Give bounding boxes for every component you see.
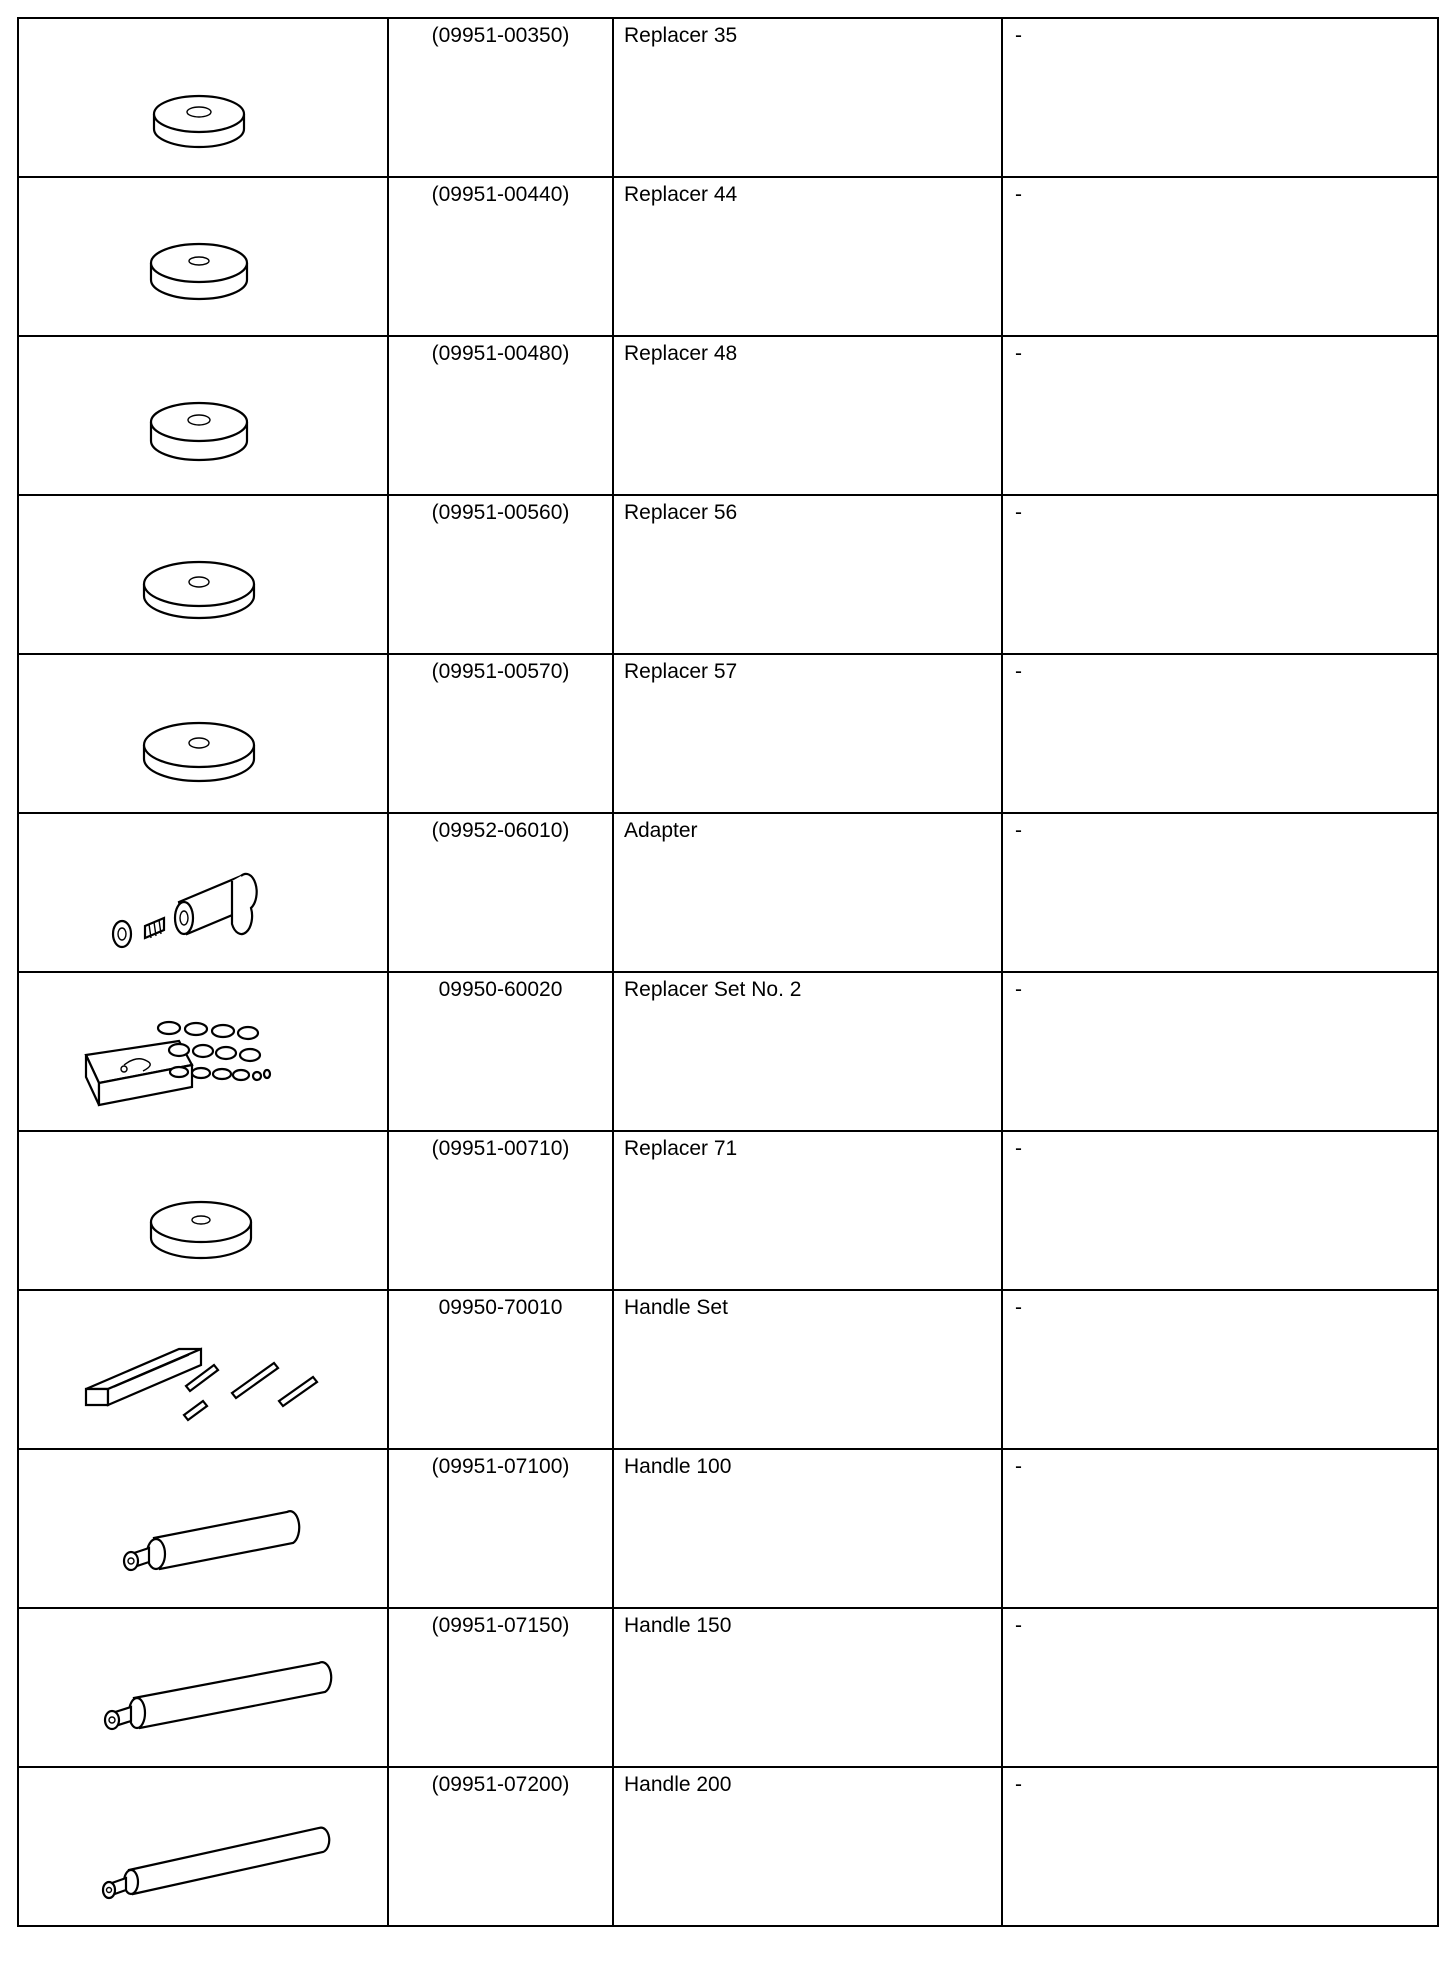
tool-image-cell: [18, 18, 388, 177]
tool-name: Handle 100: [613, 1449, 1002, 1608]
replacer-disc-icon: [19, 496, 387, 653]
tool-image-cell: [18, 972, 388, 1131]
tool-image-cell: [18, 336, 388, 495]
handle-icon: [19, 1768, 387, 1925]
replacer-disc-icon: [19, 655, 387, 812]
tool-name: Replacer 48: [613, 336, 1002, 495]
table-row: [18, 495, 1438, 654]
table-row: [18, 1449, 1438, 1608]
tool-remark: -: [1002, 1449, 1438, 1608]
replacer-disc-icon: [19, 19, 387, 176]
replacer-disc-icon: [19, 178, 387, 335]
tool-name: Handle 150: [613, 1608, 1002, 1767]
tool-remark: -: [1002, 654, 1438, 813]
tool-image-cell: [18, 495, 388, 654]
table-row: [18, 1608, 1438, 1767]
tool-name: Handle Set: [613, 1290, 1002, 1449]
tool-name: Handle 200: [613, 1767, 1002, 1926]
tool-remark: -: [1002, 1290, 1438, 1449]
handle-set-icon: [19, 1291, 387, 1448]
table-row: [18, 1767, 1438, 1926]
adapter-icon: [19, 814, 387, 971]
part-number: (09951-00570): [388, 654, 613, 813]
part-number: (09952-06010): [388, 813, 613, 972]
tool-image-cell: [18, 1767, 388, 1926]
tool-remark: -: [1002, 177, 1438, 336]
tool-image-cell: [18, 1131, 388, 1290]
tool-name: Adapter: [613, 813, 1002, 972]
tool-remark: -: [1002, 972, 1438, 1131]
tool-remark: -: [1002, 1608, 1438, 1767]
part-number: (09951-00560): [388, 495, 613, 654]
handle-icon: [19, 1609, 387, 1766]
tool-image-cell: [18, 1608, 388, 1767]
special-tools-table: [17, 17, 1439, 1927]
tool-name: Replacer 44: [613, 177, 1002, 336]
table-row: [18, 972, 1438, 1131]
tool-image-cell: [18, 813, 388, 972]
part-number: 09950-70010: [388, 1290, 613, 1449]
tool-image-cell: [18, 654, 388, 813]
part-number: (09951-07150): [388, 1608, 613, 1767]
replacer-disc-icon: [19, 337, 387, 494]
tool-remark: -: [1002, 18, 1438, 177]
table-row: [18, 654, 1438, 813]
tool-name: Replacer 71: [613, 1131, 1002, 1290]
part-number: 09950-60020: [388, 972, 613, 1131]
part-number: (09951-00440): [388, 177, 613, 336]
tool-name: Replacer 56: [613, 495, 1002, 654]
table-row: [18, 18, 1438, 177]
tool-remark: -: [1002, 495, 1438, 654]
table-row: [18, 336, 1438, 495]
table-row: [18, 177, 1438, 336]
tool-name: Replacer 35: [613, 18, 1002, 177]
part-number: (09951-00710): [388, 1131, 613, 1290]
handle-icon: [19, 1450, 387, 1607]
part-number: (09951-07200): [388, 1767, 613, 1926]
tool-remark: -: [1002, 1767, 1438, 1926]
part-number: (09951-07100): [388, 1449, 613, 1608]
table-row: [18, 1290, 1438, 1449]
tool-name: Replacer Set No. 2: [613, 972, 1002, 1131]
tool-image-cell: [18, 177, 388, 336]
tool-image-cell: [18, 1290, 388, 1449]
tool-image-cell: [18, 1449, 388, 1608]
replacer-set-icon: [19, 973, 387, 1130]
replacer-disc-icon: [19, 1132, 387, 1289]
part-number: (09951-00350): [388, 18, 613, 177]
tool-name: Replacer 57: [613, 654, 1002, 813]
tool-remark: -: [1002, 336, 1438, 495]
tool-remark: -: [1002, 813, 1438, 972]
table-row: [18, 1131, 1438, 1290]
part-number: (09951-00480): [388, 336, 613, 495]
table-row: [18, 813, 1438, 972]
tool-remark: -: [1002, 1131, 1438, 1290]
